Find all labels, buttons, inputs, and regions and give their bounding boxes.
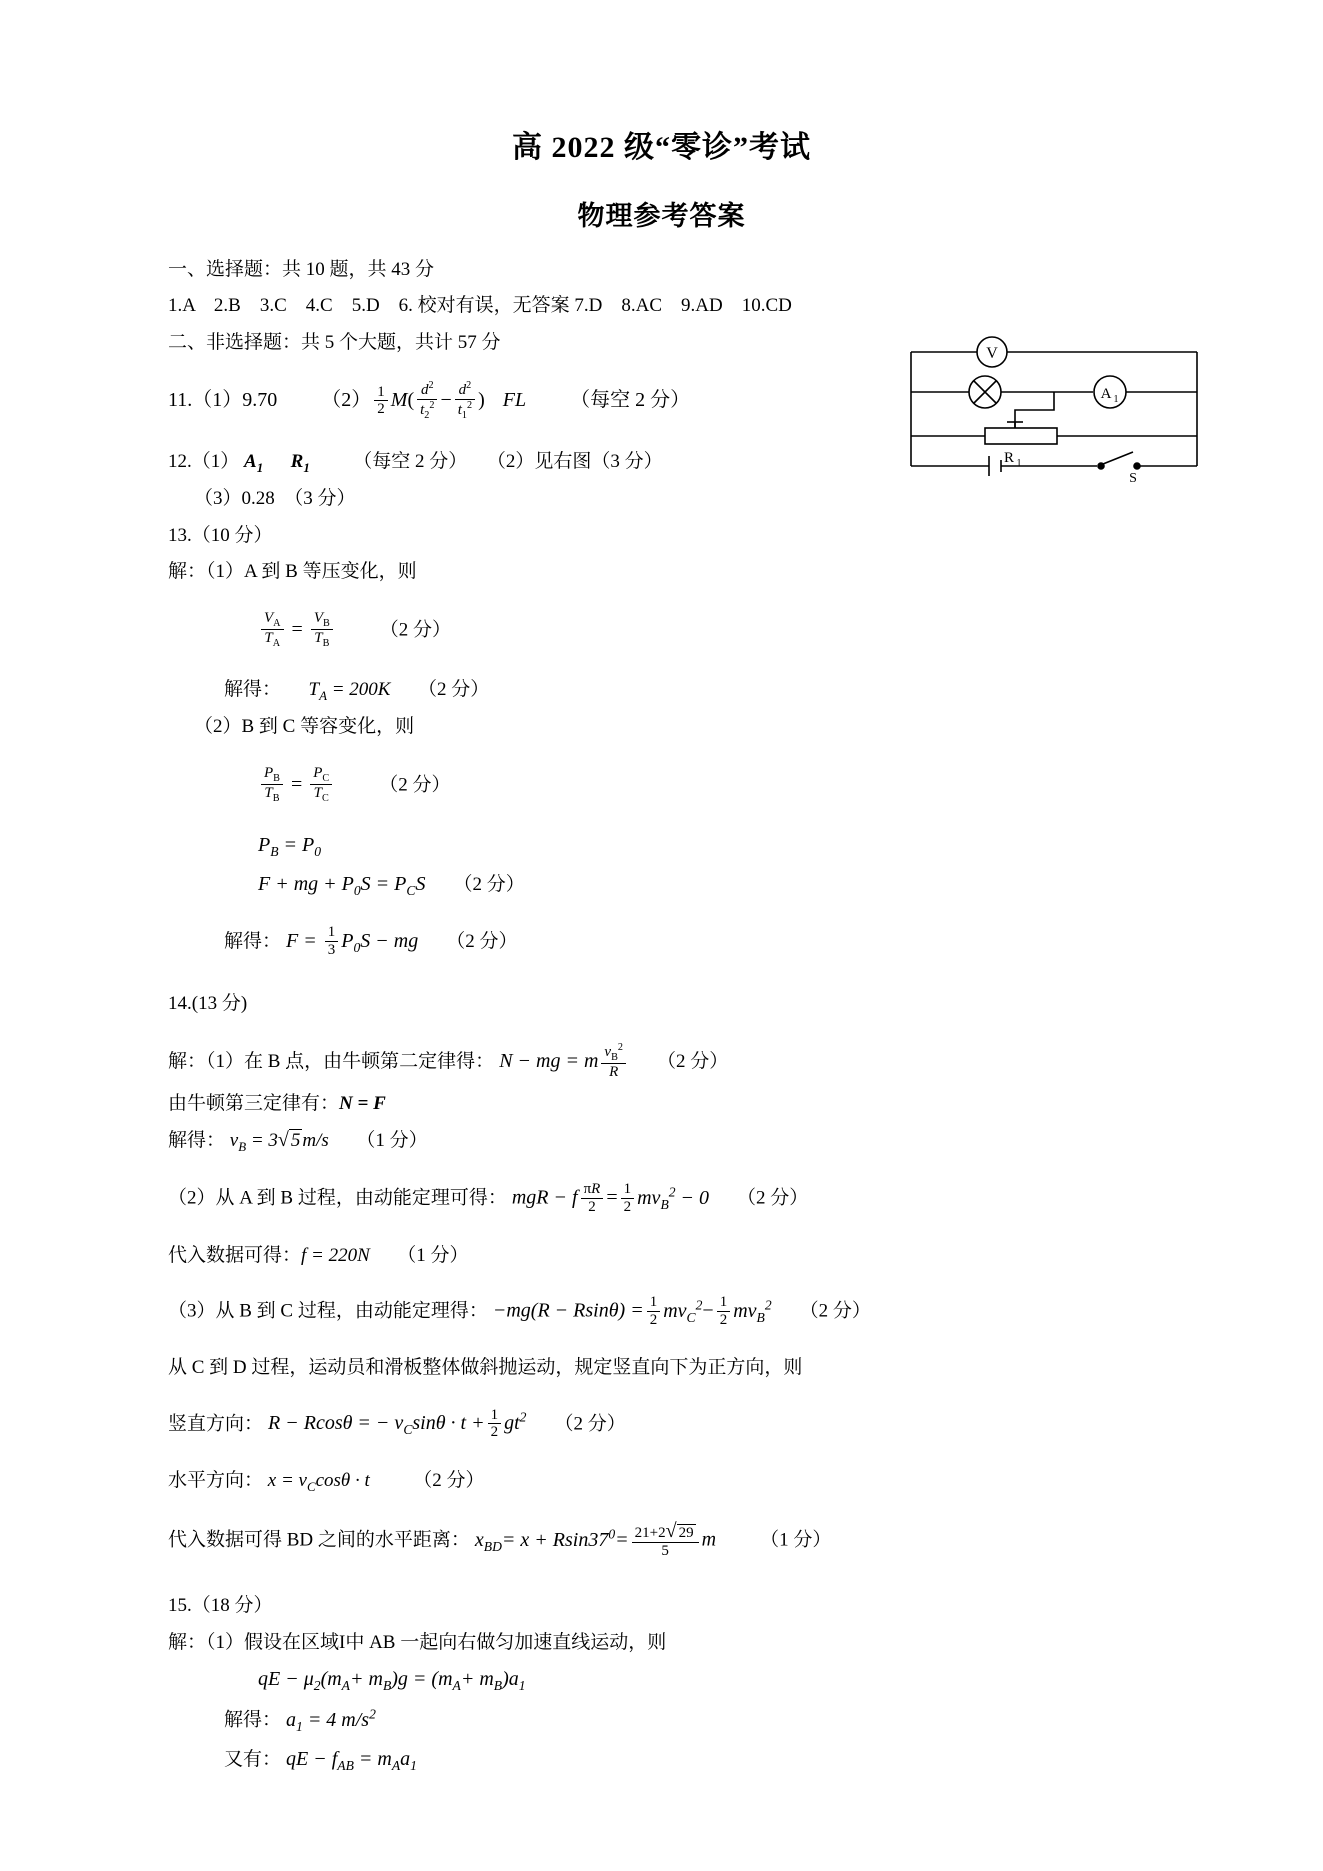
q14-line6-note: （2 分） (799, 1300, 871, 1322)
fraction-one-third: $\frac{1}{3}$ (325, 924, 339, 959)
q14-line8-note: （2 分） (554, 1413, 626, 1435)
question-13-label: 13.（10 分） (168, 524, 273, 546)
q14-line3-note: （1 分） (356, 1130, 428, 1152)
fraction-xBD: $\frac{21+2√ 29}{5}$ (632, 1520, 699, 1560)
question-15-label: 15.（18 分） (168, 1595, 273, 1617)
fraction-VB-TB: $\frac{V_B}{T_B}$ (311, 610, 333, 650)
question-15-eq1: qE − $\mu_2(m_A+ m_B)g = (m_A+ m_B)a_1$ (258, 1668, 526, 1694)
switch-label: S (1129, 471, 1137, 486)
question-12-line2: （3）0.28 （3 分） (194, 488, 356, 510)
q13-eq2-note: （2 分） (379, 774, 451, 796)
section1-header: 一、选择题：共 10 题，共 43 分 (168, 259, 435, 280)
question-15-line3: 又有： qE − $f_{AB} = m_Aa_1$ (224, 1747, 417, 1773)
rheostat-sub: 1 (1016, 458, 1022, 469)
section2-header: 二、非选择题：共 5 个大题，共计 57 分 (168, 331, 501, 353)
fraction-piR-2: $\frac{\pi R}{2}$ (581, 1181, 604, 1216)
q12-note2: （2）见右图（3 分） (486, 450, 663, 472)
q14-line5-note: （1 分） (397, 1244, 469, 1266)
question-14-line2: 由牛顿第三定律有：N = F (168, 1092, 386, 1114)
q12-prefix: 12.（1） (168, 450, 240, 472)
q13-eq4-note: （2 分） (453, 873, 525, 895)
q13-solve-prefix: 解得： (224, 678, 282, 700)
voltmeter-label: V (986, 345, 998, 362)
q13-line2-note: （2 分） (417, 678, 490, 700)
q13-TA-value: = 200K (331, 678, 391, 700)
multiple-choice-answers: 1.A 2.B 3.C 4.C 5.D 6. 校对有误，无答案 7.D 8.AC 9.AD 10.CD (168, 295, 792, 317)
question-14-line3: 解得： $v_B = 3√$ 5 m/s （1 分） (168, 1125, 1203, 1157)
question-14-line10: 代入数据可得 BD 之间的水平距离： $x_{BD}= x + Rsin37^0=$ $\frac{21+2√ 29}{5}$ m （1 分） (168, 1519, 832, 1560)
fraction-one-half-5: $\frac{1}{2}$ (488, 1407, 502, 1442)
q14-line1-note: （2 分） (656, 1050, 729, 1072)
question-13-line1: 解：（1）A 到 B 等压变化，则 (168, 561, 417, 583)
question-14-line9: 水平方向： $x = v_C\cos\theta \cdot t$ （2 分） (168, 1470, 485, 1494)
q12-ammeter: A (244, 450, 257, 472)
q11-M: M (390, 389, 408, 412)
question-14-line7: 从 C 到 D 过程，运动员和滑板整体做斜抛运动，规定竖直向下为正方向，则 (168, 1357, 803, 1379)
question-13-eq3: $P_B = P_0$ (258, 833, 322, 859)
question-14-line6: （3）从 B 到 C 过程，由动能定理得： −mg(R − Rsinθ) = $\frac{1}{2}$ $mv_C^2-$ $\frac{1}{2}$ $mv_B^2$ （2 分） (168, 1293, 871, 1328)
q14-line4-note: （2 分） (737, 1187, 809, 1209)
q12-note1: （每空 2 分） (353, 450, 468, 472)
fraction-PC-TC: $\frac{P_C}{T_C}$ (310, 765, 332, 805)
question-13-eq1: $\frac{V_A}{T_A}$ = $\frac{V_B}{T_B}$ （2 分） (168, 611, 1203, 651)
fraction-d2-t2sq: $\frac{d^2}{t_2^2}$ (417, 380, 437, 421)
q12-ammeter-sub: 1 (256, 459, 264, 475)
q12-resistor-sub: 1 (303, 459, 310, 475)
question-15-line2: 解得： $a_1 = 4$ $m/s^2$ (224, 1706, 376, 1734)
q11-part1: 11.（1）9.70 (168, 389, 278, 412)
fraction-one-half-3: $\frac{1}{2}$ (647, 1294, 661, 1329)
ammeter-label: A (1100, 386, 1112, 402)
question-13-eq4: F + mg + $P_0S = P_CS$ （2 分） (258, 872, 525, 898)
q14-line9-note: （2 分） (413, 1470, 485, 1492)
question-13-eq2: $\frac{P_B}{T_B}$ = $\frac{P_C}{T_C}$ （2 分） (168, 766, 1203, 806)
page-subtitle: 物理参考答案 (577, 201, 746, 231)
fraction-one-half-2: $\frac{1}{2}$ (621, 1181, 635, 1216)
q12-resistor: R (290, 450, 304, 472)
rheostat-label: R (1003, 450, 1015, 466)
q13-eq1-note: （2 分） (379, 619, 452, 641)
question-14-label: 14.(13 分) (168, 993, 248, 1015)
fraction-d2-t1sq: $\frac{d^2}{t_1^2}$ (455, 380, 475, 421)
q11-FL: FL (502, 389, 527, 412)
circuit-diagram-figure (897, 314, 1227, 514)
question-14-line5: 代入数据可得：f = 220N （1 分） (168, 1244, 469, 1266)
question-13-line4: 解得： F = $\frac{1}{3}$ $P_0S$ − mg （2 分） (224, 923, 518, 958)
question-14-line1: 解：（1）在 B 点，由牛顿第二定律得： N − mg = m $\frac{v_B^2}{R}$ （2 分） (168, 1041, 729, 1081)
question-15-line1: 解：（1）假设在区域I中 AB 一起向右做匀加速直线运动，则 (168, 1631, 667, 1653)
circuit-svg (897, 314, 1227, 514)
q11-part2-prefix: （2） (321, 389, 372, 412)
fraction-VA-TA: $\frac{V_A}{T_A}$ (261, 610, 284, 650)
question-11: 11.（1）9.70 （2） $\frac{1}{2}$ M( $\frac{d^2}{t_2^2}$ − $\frac{d^2}{t_1^2}$ ) FL （每空 2 分） (168, 380, 691, 422)
q13-solve2-prefix: 解得： (224, 930, 282, 952)
fraction-PB-TB: $\frac{P_B}{T_B}$ (261, 765, 283, 805)
fraction-vBsq-R: $\frac{v_B^2}{R}$ (601, 1042, 626, 1081)
q11-score-note: （每空 2 分） (570, 389, 691, 412)
question-14-line8: 竖直方向： R − Rcosθ = − $v_C\sin\theta \cdot t$ + $\frac{1}{2}$ $gt^2$ （2 分） (168, 1406, 626, 1441)
ammeter-sub: 1 (1113, 394, 1119, 405)
question-13-line3: （2）B 到 C 等容变化，则 (194, 716, 415, 738)
q13-line4-note: （2 分） (446, 930, 518, 952)
q14-line10-note: （1 分） (760, 1529, 832, 1551)
fraction-one-half: $\frac{1}{2}$ (374, 384, 388, 419)
sqrt-5: √ 5 (277, 1129, 301, 1152)
question-13-line2: 解得： $T_A = 200K$ （2 分） (224, 678, 490, 703)
q13-TA: T (308, 678, 320, 700)
page-title: 高 2022 级“零诊”考试 (512, 131, 811, 164)
question-14-line4: （2）从 A 到 B 过程，由动能定理可得： mgR − f $\frac{\pi R}{2}$ = $\frac{1}{2}$ $mv_B^2 - 0$ （2 分） (168, 1180, 809, 1215)
fraction-one-half-4: $\frac{1}{2}$ (717, 1294, 731, 1329)
